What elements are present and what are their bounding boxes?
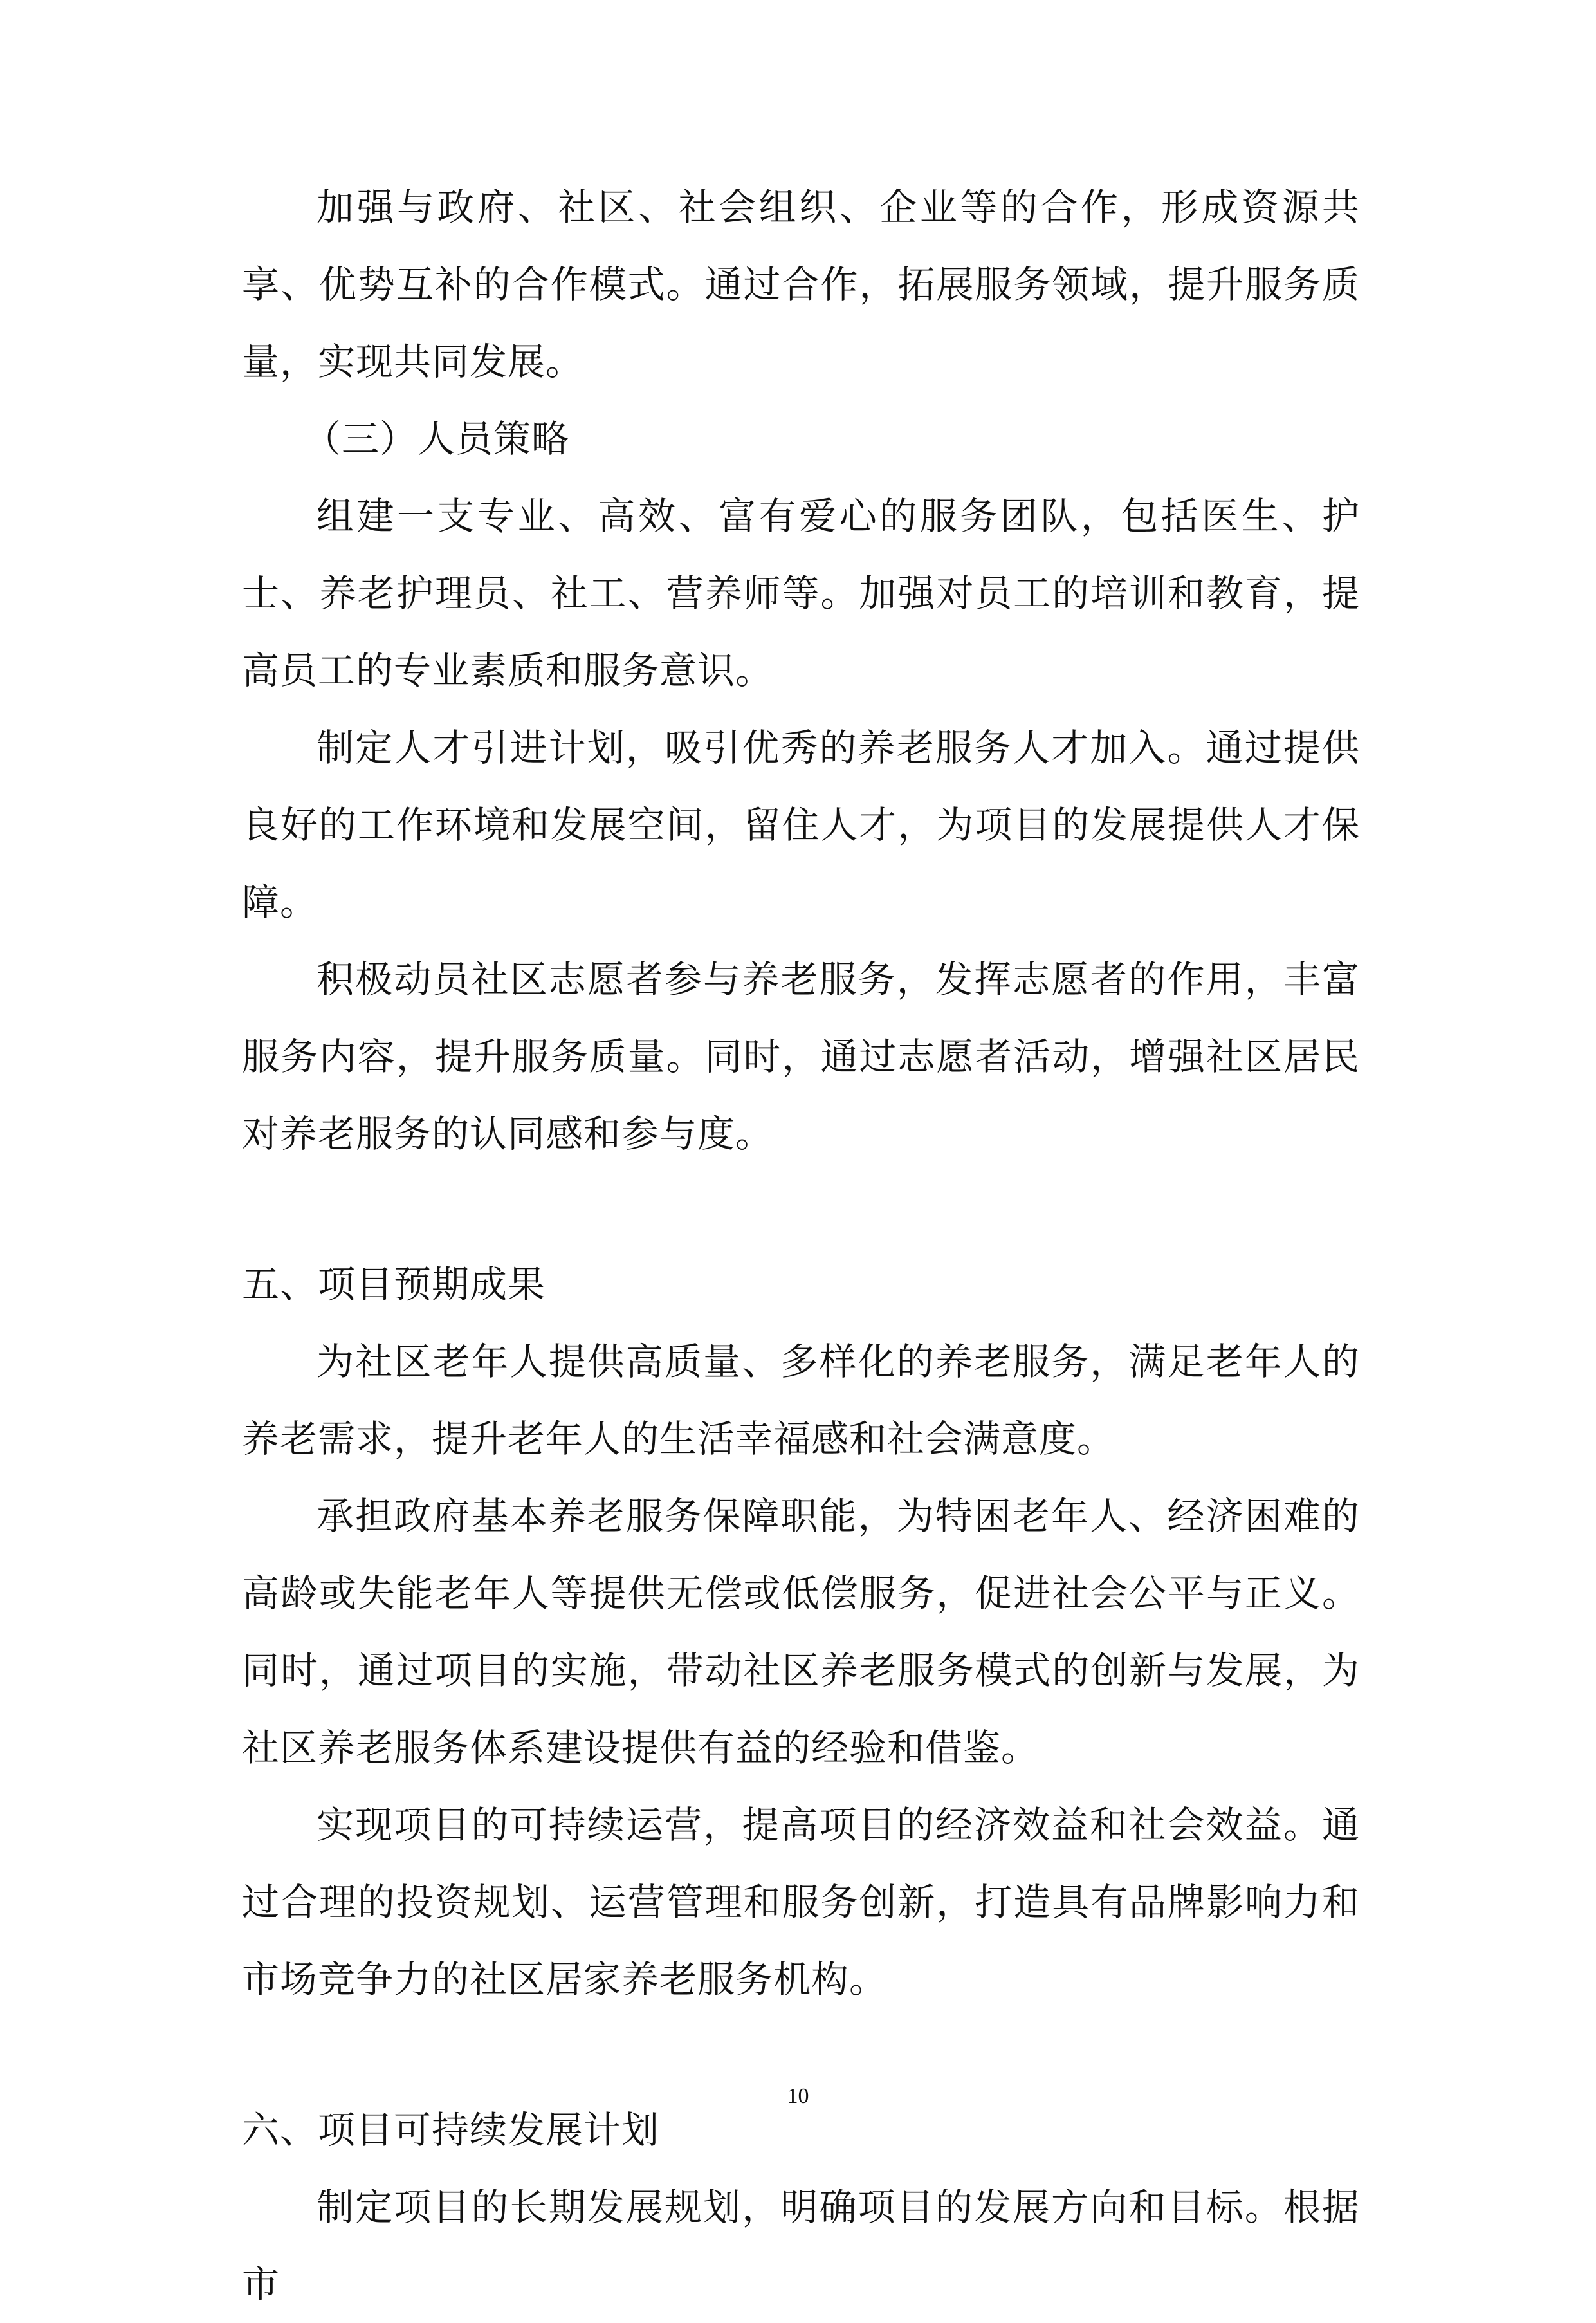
document-body <box>242 169 1360 2323</box>
paragraph-sustainable-operation: 实现项目的可持续运营，提高项目的经济效益和社会效益。通过合理的投资规划、运营管理和服务创新，打造具有品牌影响力和市场竞争力的社区居家养老服务机构。 <box>242 1803 1360 2001</box>
subheading-personnel-strategy: （三）人员策略 <box>304 417 570 461</box>
paragraph-cooperation: 加强与政府、社区、社会组织、企业等的合作，形成资源共享、优势互补的合作模式。通过合作，拓展服务领域，提升服务质量，实现共同发展。 <box>242 185 1360 384</box>
paragraph-government-functions: 承担政府基本养老服务保障职能，为特困老年人、经济困难的高龄或失能老年人等提供无偿或低偿服务，促进社会公平与正义。同时，通过项目的实施，带动社区养老服务模式的创新与发展，为社区养老服务体系建设提供有益的经验和借鉴。 <box>242 1494 1360 1770</box>
page-number: 10 <box>787 2084 809 2108</box>
paragraph-talent-plan: 制定人才引进计划，吸引优秀的养老服务人才加入。通过提供良好的工作环境和发展空间，留住人才，为项目的发展提供人才保障。 <box>242 726 1360 924</box>
paragraph-volunteers: 积极动员社区志愿者参与养老服务，发挥志愿者的作用，丰富服务内容，提升服务质量。同时，通过志愿者活动，增强社区居民对养老服务的认同感和参与度。 <box>242 958 1360 1156</box>
paragraph-quality-services: 为社区老年人提供高质量、多样化的养老服务，满足老年人的养老需求，提升老年人的生活幸福感和社会满意度。 <box>242 1340 1360 1461</box>
paragraph-service-team: 组建一支专业、高效、富有爱心的服务团队，包括医生、护士、养老护理员、社工、营养师等。加强对员工的培训和教育，提高员工的专业素质和服务意识。 <box>242 494 1360 692</box>
paragraph-long-term-plan: 制定项目的长期发展规划，明确项目的发展方向和目标。根据市 <box>242 2185 1360 2306</box>
section-heading-sustainability-plan: 六、项目可持续发展计划 <box>242 2108 660 2152</box>
section-heading-expected-results: 五、项目预期成果 <box>242 1263 546 1306</box>
